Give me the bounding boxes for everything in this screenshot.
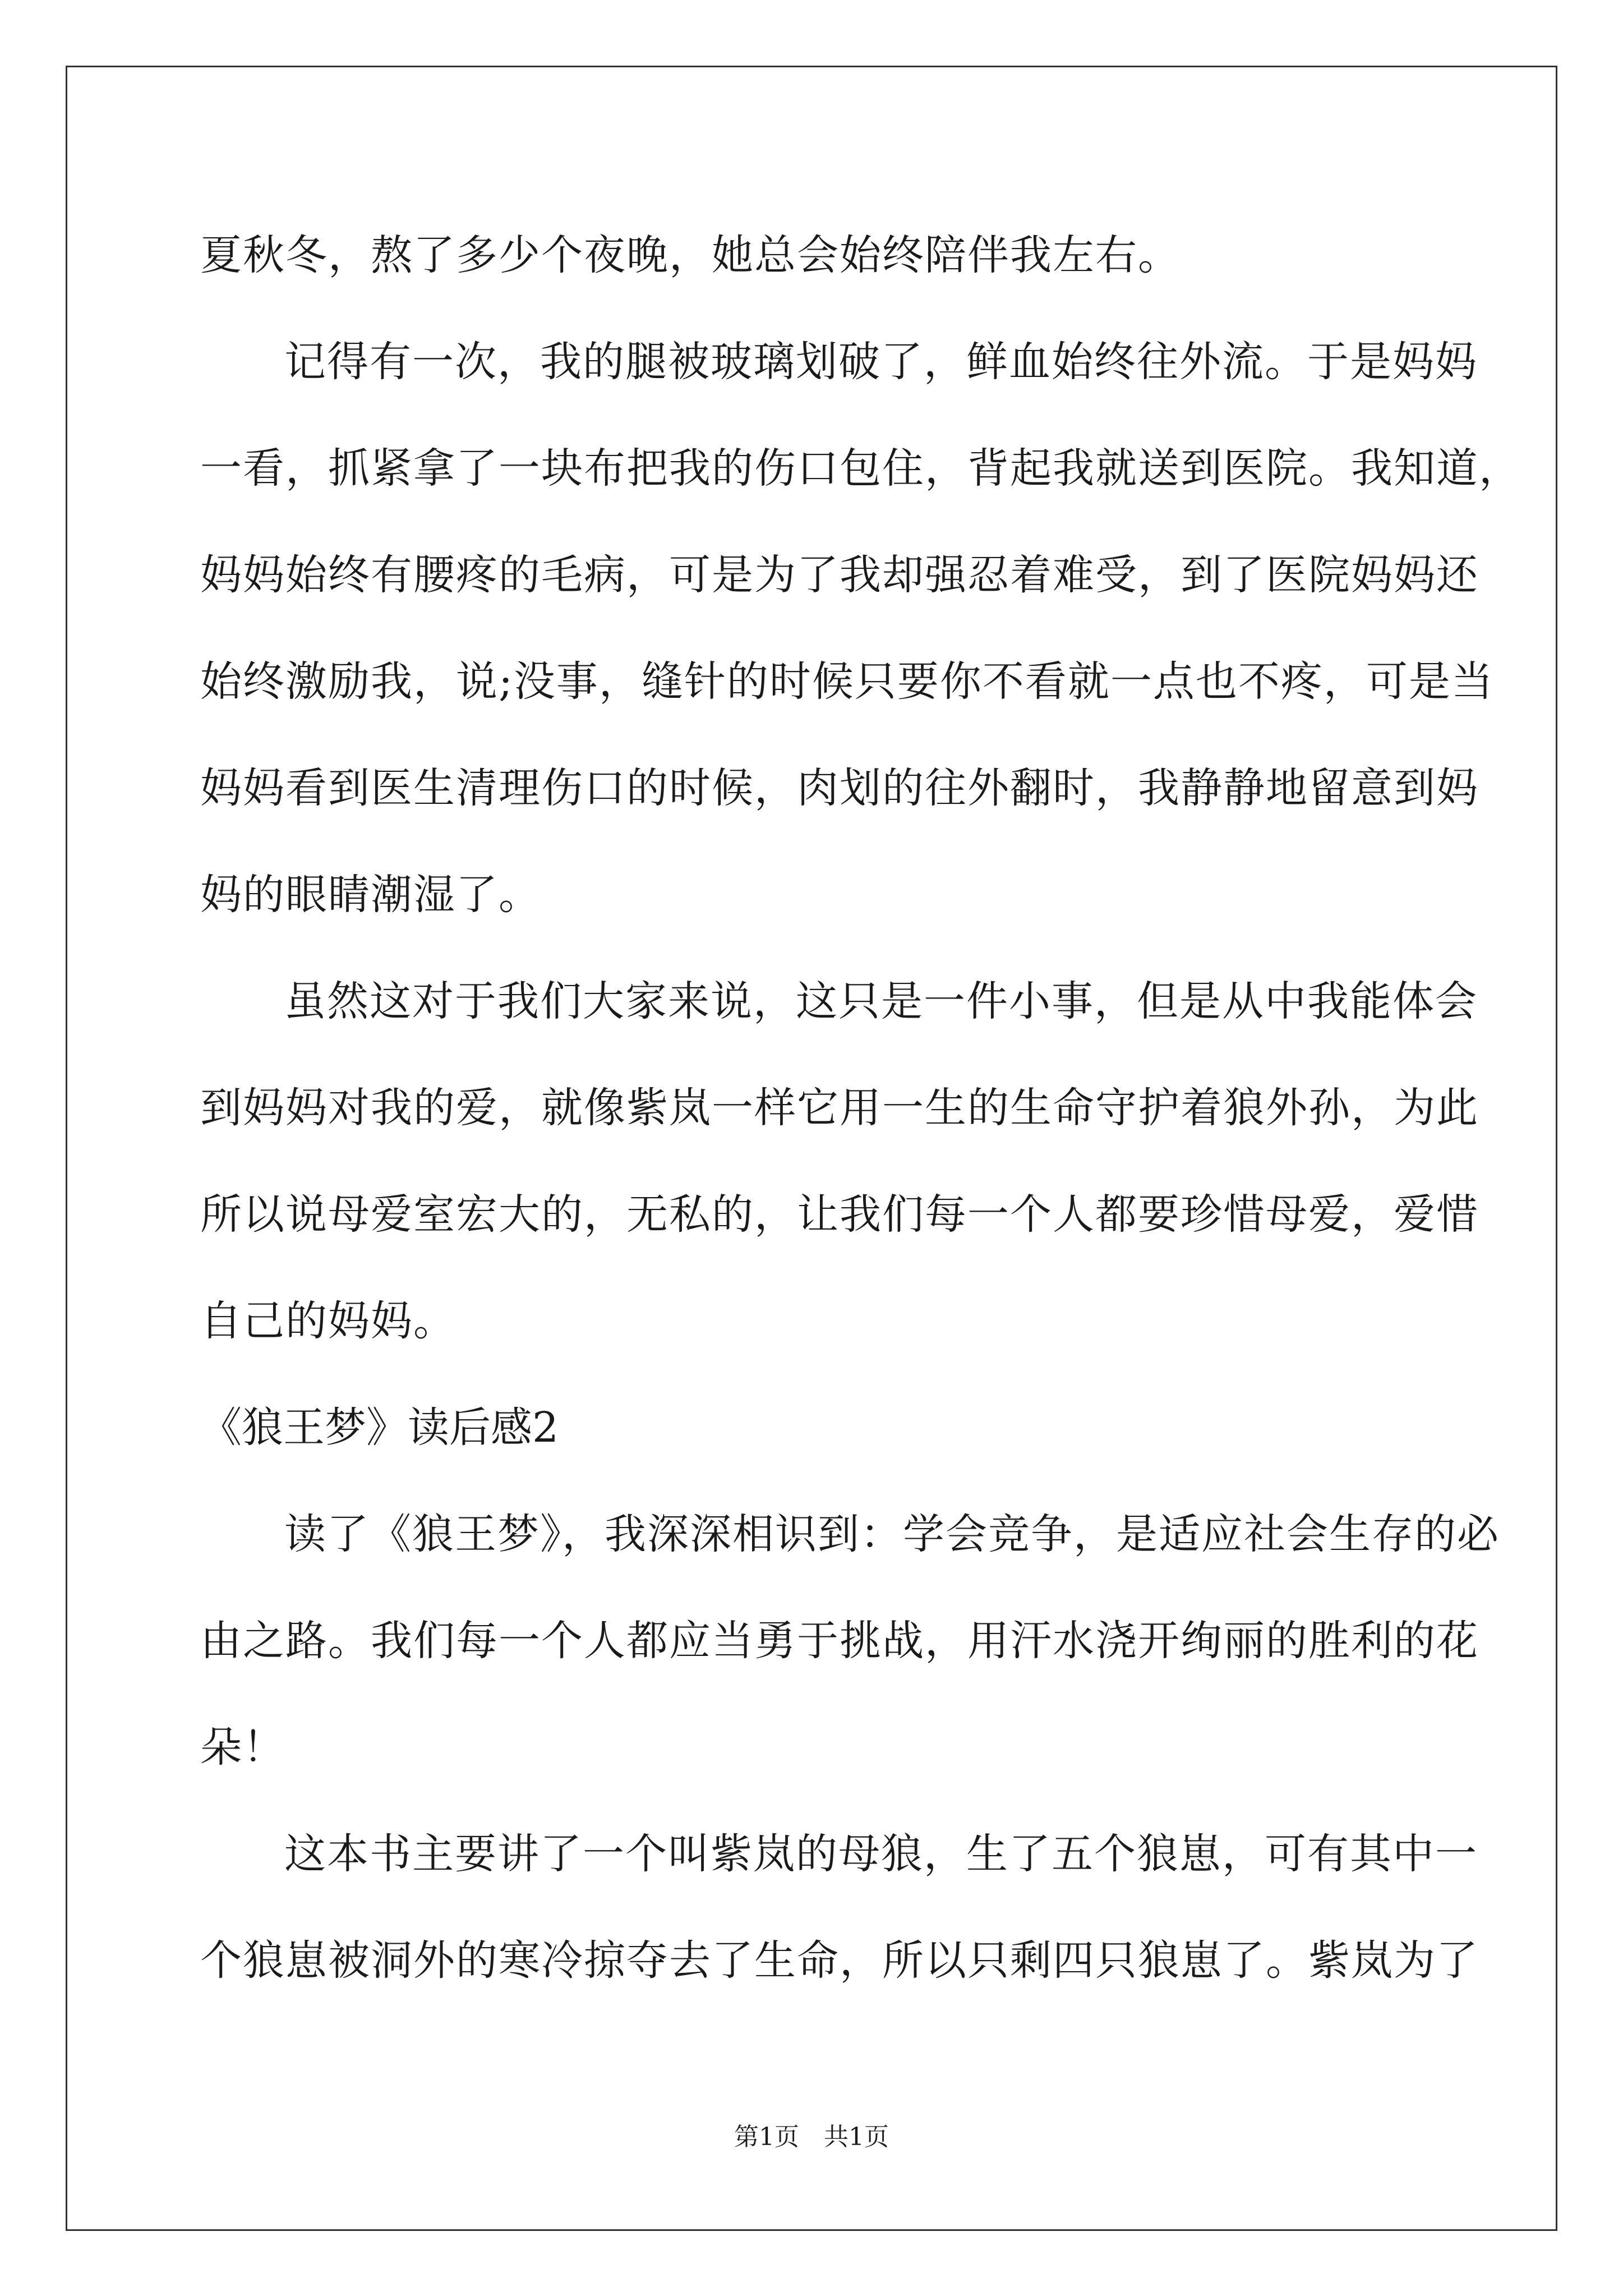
- text-line: 一看，抓紧拿了一块布把我的伤口包住，背起我就送到医院。我知道，: [200, 444, 1521, 493]
- text-line: 自己的妈妈。: [200, 1297, 456, 1345]
- text-line: 个狼崽被洞外的寒冷掠夺去了生命，所以只剩四只狼崽了。紫岚为了: [200, 1936, 1479, 1985]
- document-body: [200, 202, 1521, 2014]
- page-footer: 第1页 共1页: [734, 2123, 889, 2151]
- text-line: 始终激励我，说;没事，缝针的时候只要你不看就一点也不疼，可是当: [200, 657, 1494, 706]
- text-line: 夏秋冬，熬了多少个夜晚，她总会始终陪伴我左右。: [200, 231, 1181, 279]
- text-line: 妈的眼睛潮湿了。: [200, 871, 541, 919]
- text-line: 虽然这对于我们大家来说，这只是一件小事，但是从中我能体会: [284, 977, 1478, 1025]
- section-heading: 《狼王梦》读后感2: [200, 1404, 559, 1452]
- text-line: 所以说母爱室宏大的，无私的，让我们每一个人都要珍惜母爱，爱惜: [200, 1190, 1479, 1239]
- text-line: 妈妈看到医生清理伤口的时候，肉划的往外翻时，我静静地留意到妈: [200, 764, 1479, 812]
- text-line: 这本书主要讲了一个叫紫岚的母狼，生了五个狼崽，可有其中一: [284, 1830, 1478, 1878]
- text-line: 到妈妈对我的爱，就像紫岚一样它用一生的生命守护着狼外孙，为此: [200, 1084, 1479, 1132]
- text-line: 朵！: [200, 1723, 285, 1772]
- text-line: 读了《狼王梦》，我深深相识到：学会竞争，是适应社会生存的必: [284, 1510, 1500, 1558]
- text-line: 记得有一次，我的腿被玻璃划破了，鲜血始终往外流。于是妈妈: [284, 338, 1478, 386]
- text-line: 妈妈始终有腰疼的毛病，可是为了我却强忍着难受，到了医院妈妈还: [200, 551, 1479, 599]
- text-line: 由之路。我们每一个人都应当勇于挑战，用汗水浇开绚丽的胜利的花: [200, 1617, 1479, 1665]
